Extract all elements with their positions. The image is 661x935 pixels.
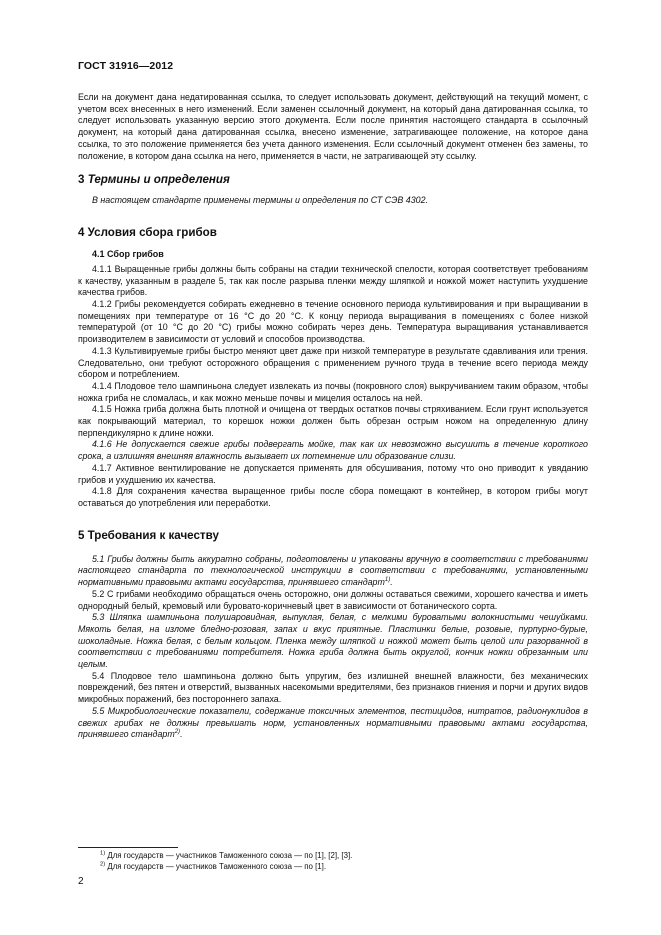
page-content <box>78 92 588 741</box>
paragraph-4-1-1: 4.1.1 Выращенные грибы должны быть собраны на стадии технической спелости, которая соответствует требованиям к качеству, указанным в разделе 5, так как после разрыва пленки между шляпкой и ножкой может наступить ухудшение качества грибов. <box>78 263 588 298</box>
footnote-ref-1[interactable]: 1) <box>384 577 391 584</box>
paragraph-4-1-5: 4.1.5 Ножка гриба должна быть плотной и очищена от твердых остатков почвы стряхиванием. Если грунт используется как покрывающий материал, то корешок ножки должен быть обрезан острым ножом на определенную длину перпендикулярно к длине ножки. <box>78 404 588 438</box>
footnote-2 <box>100 862 326 872</box>
document-header: ГОСТ 31916—2012 <box>78 60 174 72</box>
footnote-1-text: Для государств — участников Таможенного союза — по [1], [2], [3]. <box>107 851 353 860</box>
paragraph-5-3: 5.3 Шляпка шампиньона полушаровидная, выпуклая, белая, с мелкими буроватыми волокнистыми чешуйками. Мякоть белая, на изломе бледно-розовая, запах и вкус приятные. Пластинки белые, розовые, пурпурно-бурые, шоколадные. Ножка белая, с белым кольцом. Пленка между шляпкой и ножкой может быть целой или разорванной в соответствии с требованиями потребителя. Ножка гриба должна быть округлой, кончик ножки обрезанным или целым. <box>78 612 588 670</box>
section-3-heading <box>78 173 588 187</box>
footnote-1-mark: 1) <box>100 850 106 857</box>
paragraph-4-1-2: 4.1.2 Грибы рекомендуется собирать ежедневно в течение основного периода культивирования и при выращивании в помещениях при температуре от 16 °С до 20 °С. К концу периода выращивания в помещениях с более низкой температурой (от 10 °С до 20 °С) грибы можно собирать через день. Температура выращивания устанавливается производителем в зависимости от условий и способов производства. <box>78 299 588 345</box>
section-3-number: 3 <box>78 173 85 187</box>
paragraph-5-4: 5.4 Плодовое тело шампиньона должно быть упругим, без излишней внешней влажности, без механических повреждений, без пятен и отверстий, вызванных насекомыми вредителями, без признаков гниения и порчи и других видов микробных поражений, без постороннего запаха. <box>78 670 588 705</box>
paragraph-5-5-text: 5.5 Микробиологические показатели, содержание токсичных элементов, пестицидов, нитратов, радионуклидов в свежих грибах не должны превышать норм, установленных нормативными правовыми актами государства, принявшего стандарт <box>78 705 588 740</box>
paragraph-5-2: 5.2 С грибами необходимо обращаться очень осторожно, они должны оставаться свежими, хорошего качества и иметь однородный белый, кремовый или буровато-коричневый цвет в зависимости от ботанического сорта. <box>78 588 588 611</box>
paragraph-4-1-4: 4.1.4 Плодовое тело шампиньона следует извлекать из почвы (покровного слоя) выкручиванием таким образом, чтобы ножка гриба не сломалась, и как можно меньше почвы и мицелия осталось на ней. <box>78 380 588 403</box>
paragraph-4-1-8: 4.1.8 Для сохранения качества выращенное грибы после сбора помещают в контейнер, в котором грибы могут оставаться до употребления или переработки. <box>78 486 588 508</box>
intro-paragraph: Если на документ дана недатированная ссылка, то следует использовать документ, действующий на текущий момент, с учетом всех внесенных в него изменений. Если заменен ссылочный документ, на который дана датированная ссылка, то следует использовать указанную версию этого документа. Если после принятия настоящего стандарта в ссылочный документ, на который дана датированная ссылка, внесено изменение, затрагивающее положение, на которое дана ссылка, то это положение применяется без учета данного изменения. Если ссылочный документ отменен без замены, то положение, в котором дана ссылка на него, применяется в части, не затрагивающей эту ссылку. <box>78 92 588 161</box>
footnote-2-text: Для государств — участников Таможенного союза — по [1]. <box>107 862 327 871</box>
footnote-2-mark: 2) <box>100 861 106 868</box>
paragraph-4-1-6: 4.1.6 Не допускается свежие грибы подвергать мойке, так как их невозможно высушить в течение короткого срока, а излишняя внешняя влажность вызывает их потемнение или образование слизи. <box>78 439 588 462</box>
section-4-heading: 4 Условия сбора грибов <box>78 225 217 239</box>
section-3-title: Термины и определения <box>87 173 230 187</box>
paragraph-4-1-7: 4.1.7 Активное вентилирование не допускается применять для обсушивания, потому что оно приводит к увяданию грибов и ухудшению их качества. <box>78 462 588 485</box>
footnote-1 <box>100 851 352 861</box>
paragraph-5-5: 5.5 Микробиологические показатели, содержание токсичных элементов, пестицидов, нитратов, радионуклидов в свежих грибах не должны превышать норм, установленных нормативными правовыми актами государства, принявшего стандарт$^{2)}$. <box>78 705 588 740</box>
page-number: 2 <box>78 876 84 887</box>
footnote-divider <box>78 847 178 848</box>
footnote-ref-2[interactable]: 2) <box>174 729 181 736</box>
paragraph-4-1-3: 4.1.3 Культивируемые грибы быстро меняют цвет даже при низкой температуре в результате сдавливания или трения. Следовательно, они требуют осторожного обращения с применением ручного труда в течение всего периода между сбором и потреблением. <box>78 345 588 380</box>
section-3-text: В настоящем стандарте применены термины и определения по СТ СЭВ 4302. <box>92 195 428 206</box>
paragraph-5-1-text: 5.1 Грибы должны быть аккуратно собраны, подготовлены и упакованы вручную в соответствии с требованиями настоящего стандарта по технологической инструкции в соответствии с требованиями, установленными нормативными правовыми актами государства, принявшего стандарт <box>78 553 588 588</box>
section-5-heading: 5 Требования к качеству <box>78 528 219 542</box>
paragraph-5-1: 5.1 Грибы должны быть аккуратно собраны, подготовлены и упакованы вручную в соответствии с требованиями настоящего стандарта по технологической инструкции в соответствии с требованиями, установленными нормативными правовыми актами государства, принявшего стандарт$^{1)}$. <box>78 553 588 588</box>
subsection-4-1-heading: 4.1 Сбор грибов <box>92 248 164 259</box>
